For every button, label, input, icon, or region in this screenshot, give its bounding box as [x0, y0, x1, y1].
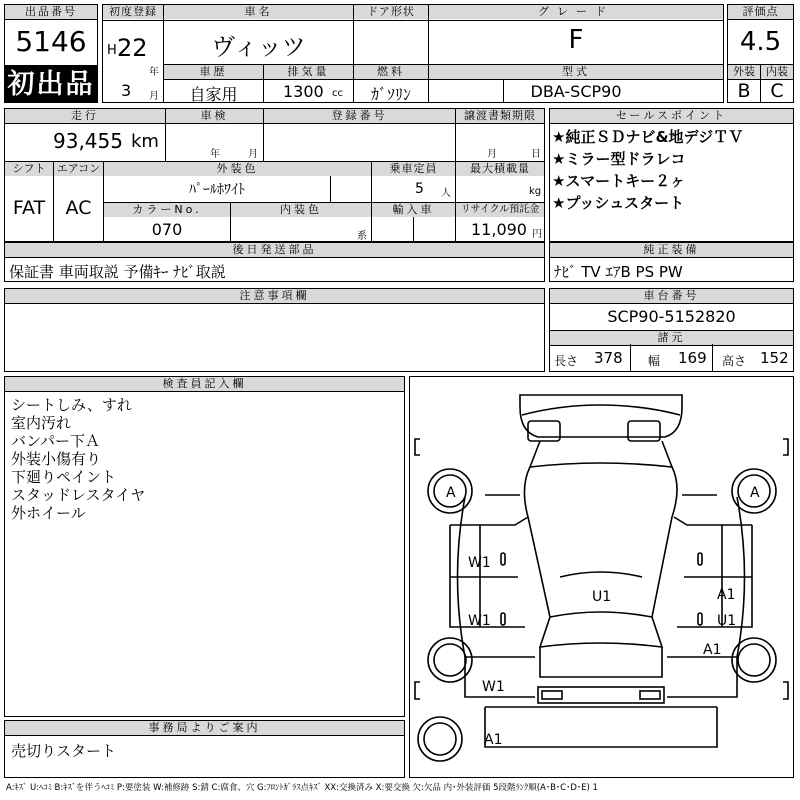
mark-left-rear-quarter: W1	[482, 679, 505, 695]
lot-number-box	[4, 4, 98, 66]
year-unit: 年	[149, 67, 159, 78]
inspector-line: 外ホイール	[11, 504, 86, 522]
grade-value: F	[568, 25, 584, 55]
inspector-line: 外装小傷有り	[11, 450, 102, 468]
lot-number: 5146	[15, 25, 87, 58]
chassis-title: 車台番号	[550, 289, 793, 304]
score-label: 評価点	[728, 5, 793, 20]
reg-number-label: 登録番号	[264, 109, 455, 123]
car-diagram-box	[409, 376, 794, 778]
color-no-label: カラーNo.	[104, 203, 230, 217]
recycle-unit: 円	[532, 229, 542, 240]
transfer-label: 譲渡書類期限	[456, 109, 544, 123]
notes-text	[5, 304, 544, 310]
score-value: 4.5	[739, 27, 782, 57]
mark-tire-front-left: A	[446, 485, 456, 501]
ac-label: エアコン	[54, 162, 103, 176]
displacement-unit: cc	[332, 88, 343, 99]
inspector-line: シートしみ、すれ	[11, 396, 132, 414]
mileage-value: 93,455	[53, 129, 123, 153]
chassis-box	[549, 288, 794, 372]
recycle-label: リサイクル預託金	[456, 203, 544, 217]
transfer-month-unit: 月	[487, 149, 497, 160]
mark-right-rear-door: U1	[717, 613, 737, 629]
interior-grade: C	[770, 80, 784, 102]
fuel-value: ｶﾞｿﾘﾝ	[370, 85, 411, 104]
first-reg-year: 22	[117, 34, 148, 62]
model-value: DBA-SCP90	[530, 82, 622, 101]
sales-points-box	[549, 108, 794, 242]
sales-points-list	[550, 124, 793, 216]
max-load-label: 最大積載量	[456, 162, 544, 176]
shift-value: FAT	[12, 197, 46, 219]
max-load-unit: kg	[529, 186, 542, 197]
length-label: 長さ	[554, 354, 579, 368]
mark-roof: U1	[592, 589, 612, 605]
seats-unit: 人	[441, 188, 451, 199]
import-label: 輸入車	[372, 203, 455, 217]
inspector-line: スタッドレスタイヤ	[11, 486, 146, 504]
mileage-label: 走行	[5, 109, 165, 123]
chassis-number: SCP90-5152820	[550, 304, 793, 331]
exterior-color-value: ﾊﾟｰﾙﾎﾜｲﾄ	[189, 182, 245, 198]
notes-title: 注意事項欄	[5, 289, 544, 304]
model-label: 型式	[429, 65, 723, 79]
inspector-line: バンパー下Ａ	[11, 432, 100, 450]
notes-box	[4, 288, 545, 372]
door-label: ドア形状	[354, 5, 428, 19]
legend: A:ｷｽﾞ U:ﾍｺﾐ B:ｷｽﾞを伴うﾍｺﾐ P:要塗装 W:補修跡 S:錆 C:腐食、穴 G:ﾌﾛﾝﾄｶﾞﾗｽ点ｷｽﾞ XX:交換済み X:要交換 欠:欠品 内･外装評価 5段階ﾗﾝｸ順(A･B･C･D･E) 1	[6, 783, 598, 793]
sales-point: ★スマートキー２ヶ	[552, 172, 686, 190]
details-box	[4, 108, 545, 242]
history-label: 車歴	[164, 65, 263, 79]
exterior-grade-label: 外装	[728, 65, 760, 79]
inspection-year-unit: 年	[210, 149, 220, 160]
inspector-box	[4, 376, 405, 717]
length-value: 378	[594, 349, 623, 367]
recycle-value: 11,090	[471, 220, 527, 239]
sales-point: ★プッシュスタート	[552, 194, 685, 212]
width-label: 幅	[648, 354, 661, 368]
inspector-line: 室内汚れ	[11, 414, 72, 432]
era-letter: H	[107, 43, 117, 58]
seats-value: 5	[415, 181, 424, 197]
standard-equipment-title: 純正装備	[550, 243, 793, 258]
mark-rear-bumper: A1	[484, 732, 503, 748]
mark-right-rear-quarter: A1	[703, 642, 722, 658]
month-unit: 月	[149, 91, 159, 102]
mileage-unit: km	[131, 131, 159, 152]
mark-left-front-door: W1	[468, 555, 491, 571]
grade-label: グレード	[429, 5, 723, 19]
transfer-day-unit: 日	[531, 149, 541, 160]
inspector-title: 検査員記入欄	[5, 377, 404, 392]
specs-title: 諸元	[550, 331, 793, 346]
exterior-color-label: 外装色	[104, 162, 371, 176]
office-text: 売切りスタート	[11, 742, 117, 760]
vehicle-header-box	[102, 4, 724, 103]
displacement-label: 排気量	[264, 65, 353, 79]
office-box	[4, 720, 405, 778]
history-value: 自家用	[189, 85, 238, 104]
first-reg-month: 3	[121, 81, 132, 100]
inspection-month-unit: 月	[248, 149, 258, 160]
office-title: 事務局よりご案内	[5, 721, 404, 736]
mark-tire-front-right: A	[750, 485, 760, 501]
inspector-lines	[5, 392, 404, 526]
ac-value: AC	[65, 197, 92, 219]
interior-color-label: 内装色	[231, 203, 371, 217]
height-label: 高さ	[722, 354, 747, 368]
car-diagram	[410, 377, 793, 777]
mark-left-rear-door: W1	[468, 613, 491, 629]
color-no-value: 070	[151, 220, 183, 239]
exterior-grade: B	[737, 80, 751, 102]
car-name-label: 車名	[164, 5, 353, 19]
mark-right-front-door: A1	[717, 587, 736, 603]
lot-number-label: 出品番号	[5, 5, 97, 20]
width-value: 169	[678, 349, 707, 367]
height-value: 152	[760, 349, 789, 367]
sales-point: ★純正ＳＤナビ&地デジＴＶ	[552, 128, 744, 146]
first-reg-label: 初度登録	[103, 5, 163, 19]
shift-label: シフト	[5, 162, 53, 176]
car-name: ヴィッツ	[211, 33, 306, 61]
later-parts-box	[4, 242, 545, 282]
fuel-label: 燃料	[354, 65, 428, 79]
seats-label: 乗車定員	[372, 162, 455, 176]
standard-equipment-text: ﾅﾋﾞ TV ｴｱB PS PW	[554, 263, 683, 281]
later-parts-text: 保証書 車両取説 予備ｷｰ ﾅﾋﾞ取説	[9, 263, 226, 281]
inspection-label: 車検	[166, 109, 263, 123]
displacement-value: 1300	[283, 82, 324, 101]
inspector-line: 下廻りペイント	[11, 468, 117, 486]
interior-grade-label: 内装	[761, 65, 793, 79]
sales-point: ★ミラー型ドラレコ	[552, 150, 686, 168]
score-box	[727, 4, 794, 103]
later-parts-title: 後日発送部品	[5, 243, 544, 258]
standard-equipment-box	[549, 242, 794, 282]
interior-color-unit: 系	[357, 231, 367, 242]
first-listing-badge: 初出品	[4, 66, 98, 103]
sales-points-title: セールスポイント	[550, 109, 793, 124]
